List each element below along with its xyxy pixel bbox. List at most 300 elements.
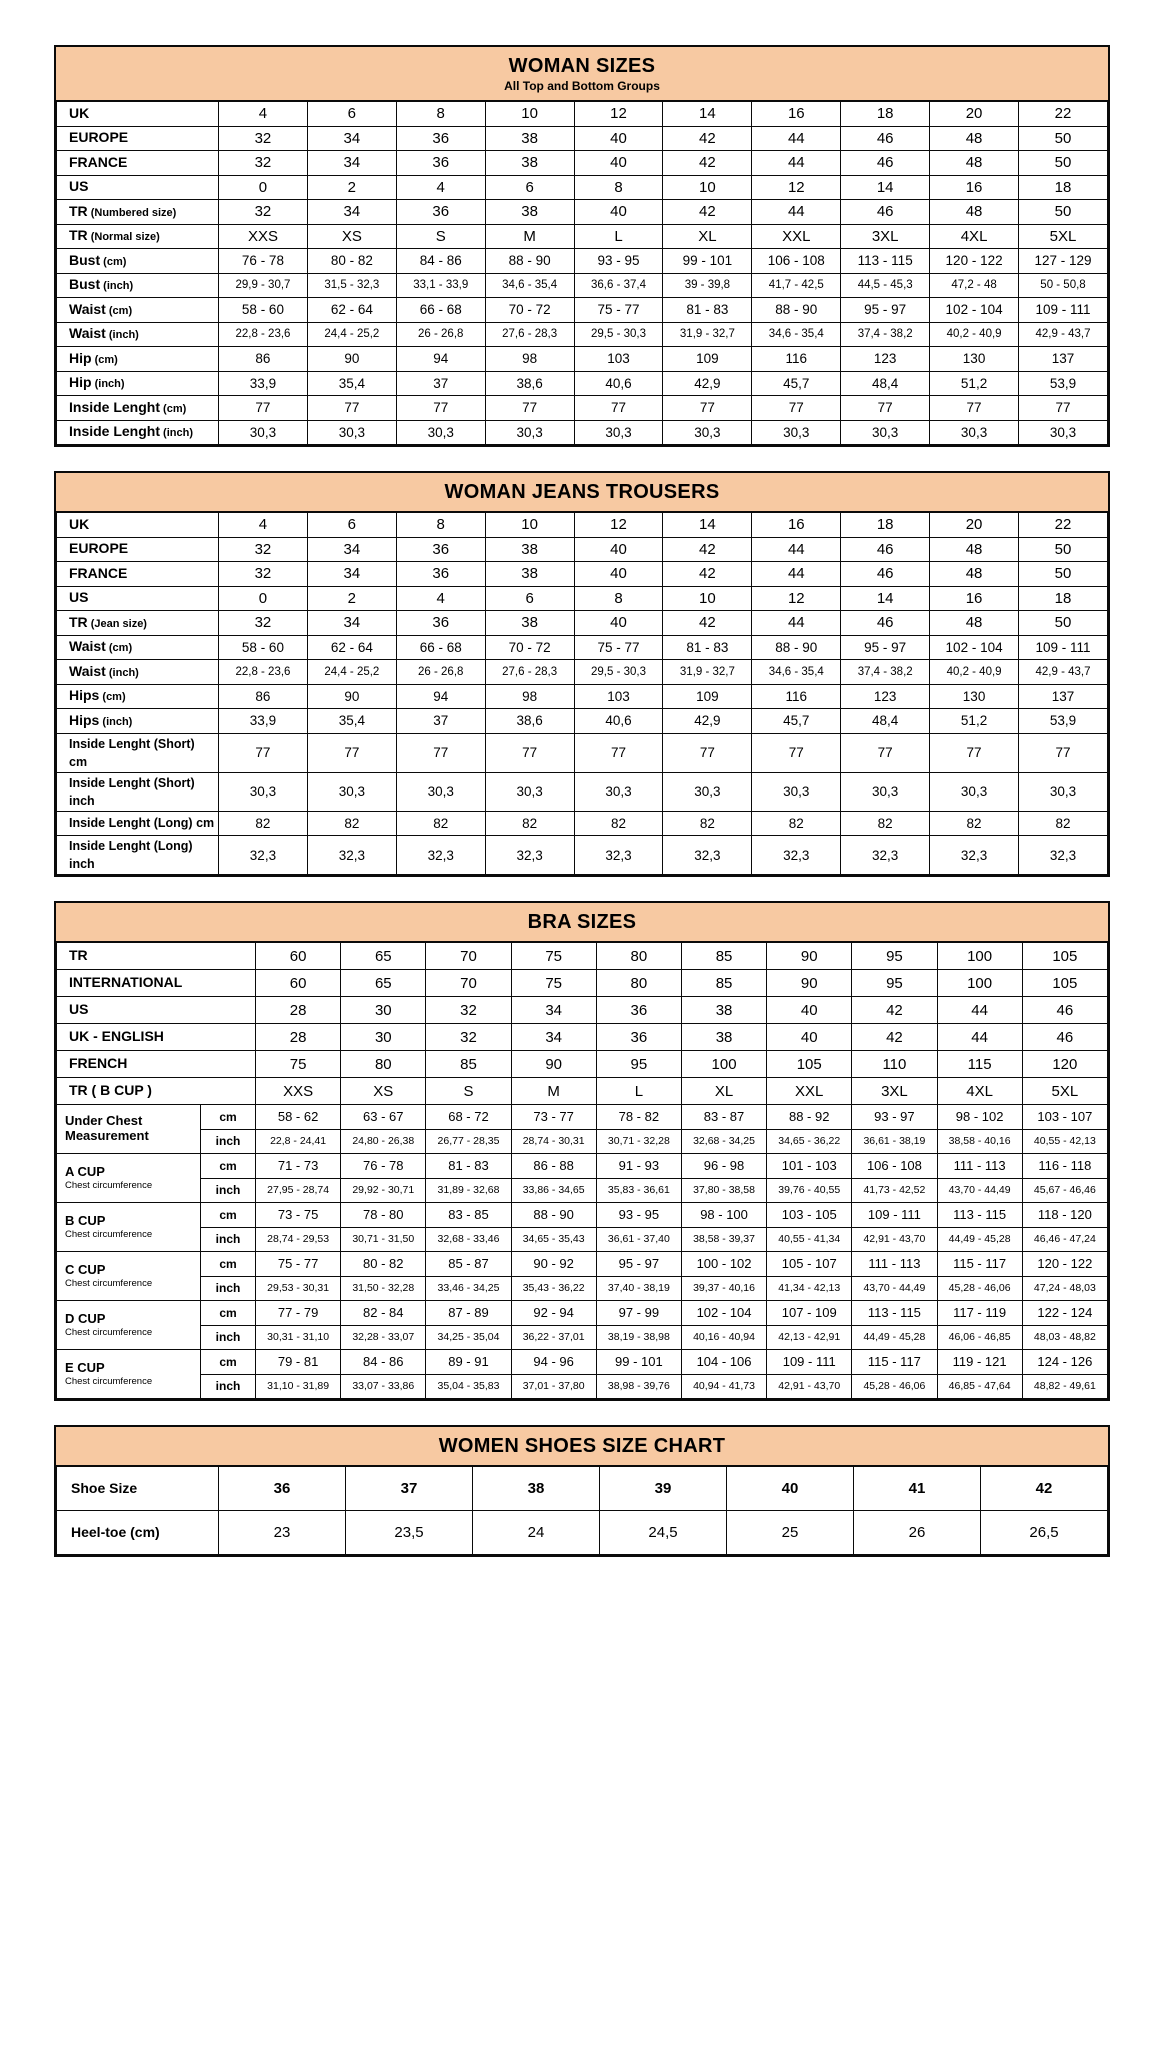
size-cell: 46 — [841, 200, 930, 225]
size-cell: 60 — [256, 970, 341, 997]
size-cell: 42,91 - 43,70 — [852, 1227, 937, 1252]
size-cell: 37 — [346, 1467, 473, 1511]
row-label-text: Hip — [69, 349, 92, 366]
size-cell: 28,74 - 30,31 — [511, 1129, 596, 1154]
size-cell: 44 — [937, 997, 1022, 1024]
woman-jeans-trousers-title: WOMAN JEANS TROUSERS — [444, 481, 720, 503]
size-cell: 34 — [307, 537, 396, 562]
unit-label-inch: inch — [201, 1374, 256, 1399]
row-label — [57, 151, 219, 176]
size-cell: 34 — [307, 151, 396, 176]
size-cell: 45,7 — [752, 709, 841, 734]
size-cell: 36 — [396, 126, 485, 151]
table-row — [57, 997, 1108, 1024]
row-label-text: Inside Lenght — [69, 423, 160, 440]
size-cell: 70 - 72 — [485, 298, 574, 323]
size-cell: 32,3 — [219, 836, 308, 875]
size-cell: 36 — [596, 997, 681, 1024]
cup-label-title: Under Chest Measurement — [65, 1113, 149, 1143]
size-cell: 77 — [574, 733, 663, 772]
size-cell: XS — [307, 224, 396, 249]
size-cell: 30,3 — [396, 772, 485, 811]
row-label — [57, 836, 219, 875]
row-label — [57, 943, 256, 970]
size-cell: 91 - 93 — [596, 1154, 681, 1179]
size-cell: 40 — [574, 126, 663, 151]
size-cell: 3XL — [852, 1078, 937, 1105]
size-cell: 42 — [852, 997, 937, 1024]
row-label — [57, 611, 219, 636]
size-cell: 137 — [1019, 684, 1108, 709]
cup-label — [57, 1252, 201, 1301]
bra-sizes-title: BRA SIZES — [527, 911, 637, 933]
size-cell: 130 — [930, 684, 1019, 709]
row-label-text: US — [69, 1001, 89, 1017]
row-label-text: Inside Lenght (Long) cm — [69, 816, 215, 831]
size-cell: 32,28 - 33,07 — [341, 1325, 426, 1350]
size-cell: 4XL — [937, 1078, 1022, 1105]
size-cell: 43,70 - 44,49 — [937, 1178, 1022, 1203]
size-cell: 22 — [1019, 102, 1108, 127]
size-cell: 81 - 83 — [426, 1154, 511, 1179]
size-cell: 82 — [1019, 811, 1108, 836]
size-cell: 46 — [1022, 997, 1107, 1024]
size-cell: 105 - 107 — [767, 1252, 852, 1277]
size-cell: 73 - 75 — [256, 1203, 341, 1228]
size-cell: 32 — [426, 997, 511, 1024]
size-cell: 22 — [1019, 513, 1108, 538]
cup-label-subtitle: Chest circumference — [65, 1376, 153, 1388]
woman-jeans-trousers-section — [54, 471, 1110, 877]
size-cell: 38,98 - 39,76 — [596, 1374, 681, 1399]
size-cell: 42,91 - 43,70 — [767, 1374, 852, 1399]
size-cell: 30 — [341, 1024, 426, 1051]
size-cell: 98 - 100 — [681, 1203, 766, 1228]
table-row — [57, 970, 1108, 997]
size-cell: 27,6 - 28,3 — [485, 322, 574, 347]
size-cell: 44 — [752, 151, 841, 176]
table-row — [57, 249, 1108, 274]
size-cell: 79 - 81 — [256, 1350, 341, 1375]
size-cell: 111 - 113 — [852, 1252, 937, 1277]
size-cell: 93 - 97 — [852, 1105, 937, 1130]
size-cell: 88 - 92 — [767, 1105, 852, 1130]
size-cell: 50 — [1019, 611, 1108, 636]
size-cell: 83 - 87 — [681, 1105, 766, 1130]
size-cell: S — [396, 224, 485, 249]
size-cell: 32 — [219, 151, 308, 176]
size-cell: 39,37 - 40,16 — [681, 1276, 766, 1301]
size-cell: 48 — [930, 562, 1019, 587]
size-cell: 109 - 111 — [852, 1203, 937, 1228]
size-cell: 88 - 90 — [752, 635, 841, 660]
row-label — [57, 298, 219, 323]
row-label — [57, 684, 219, 709]
bra-sizes-header — [56, 903, 1108, 942]
size-cell: 30,3 — [307, 772, 396, 811]
size-cell: 77 — [219, 396, 308, 421]
row-label — [57, 1051, 256, 1078]
size-cell: 103 - 107 — [1022, 1105, 1107, 1130]
size-cell: 77 — [663, 396, 752, 421]
size-cell: 40 — [574, 151, 663, 176]
size-cell: 42 — [663, 537, 752, 562]
bra-sizes-section — [54, 901, 1110, 1401]
size-cell: 111 - 113 — [937, 1154, 1022, 1179]
size-cell: 98 — [485, 347, 574, 372]
size-cell: 58 - 62 — [256, 1105, 341, 1130]
size-cell: 58 - 60 — [219, 635, 308, 660]
cup-label-subtitle: Chest circumference — [65, 1278, 153, 1290]
size-cell: 34,65 - 35,43 — [511, 1227, 596, 1252]
row-label — [57, 126, 219, 151]
row-label-text: FRENCH — [69, 1055, 128, 1071]
row-label-text: FRANCE — [69, 564, 128, 581]
size-cell: 16 — [930, 586, 1019, 611]
size-cell: 16 — [752, 513, 841, 538]
size-cell: 40,6 — [574, 709, 663, 734]
row-label-unit: (cm) — [160, 402, 187, 415]
size-cell: 30,3 — [574, 420, 663, 445]
size-cell: 100 - 102 — [681, 1252, 766, 1277]
size-cell: 48 — [930, 151, 1019, 176]
size-cell: 95 — [852, 943, 937, 970]
size-cell: 8 — [574, 175, 663, 200]
size-cell: 41 — [854, 1467, 981, 1511]
size-cell: 22,8 - 23,6 — [219, 660, 308, 685]
row-label — [57, 709, 219, 734]
row-label-text: UK - ENGLISH — [69, 1028, 164, 1044]
size-cell: 70 — [426, 970, 511, 997]
table-row — [57, 660, 1108, 685]
size-cell: 3XL — [841, 224, 930, 249]
size-cell: 76 - 78 — [219, 249, 308, 274]
size-cell: 44 — [752, 200, 841, 225]
size-cell: 40,2 - 40,9 — [930, 322, 1019, 347]
table-row — [57, 102, 1108, 127]
table-row — [57, 396, 1108, 421]
row-label — [57, 249, 219, 274]
table-row — [57, 175, 1108, 200]
row-label — [57, 200, 219, 225]
size-cell: 85 — [426, 1051, 511, 1078]
row-label — [57, 396, 219, 421]
row-label-unit: (cm) — [100, 255, 127, 268]
size-cell: 124 - 126 — [1022, 1350, 1107, 1375]
size-cell: 77 — [752, 396, 841, 421]
size-cell: 105 — [767, 1051, 852, 1078]
size-cell: 10 — [663, 586, 752, 611]
size-cell: 35,4 — [307, 709, 396, 734]
size-cell: 36,6 - 37,4 — [574, 273, 663, 298]
size-cell: 115 - 117 — [852, 1350, 937, 1375]
size-cell: 80 - 82 — [341, 1252, 426, 1277]
size-cell: 8 — [574, 586, 663, 611]
size-cell: 30,3 — [841, 420, 930, 445]
size-cell: 38 — [473, 1467, 600, 1511]
unit-label-inch: inch — [201, 1325, 256, 1350]
size-cell: 47,2 - 48 — [930, 273, 1019, 298]
size-cell: 77 — [1019, 733, 1108, 772]
size-cell: 65 — [341, 970, 426, 997]
size-cell: 98 - 102 — [937, 1105, 1022, 1130]
size-cell: 99 - 101 — [663, 249, 752, 274]
row-label — [57, 772, 219, 811]
size-cell: 35,04 - 35,83 — [426, 1374, 511, 1399]
size-cell: 2 — [307, 586, 396, 611]
size-cell: 66 - 68 — [396, 298, 485, 323]
size-cell: 34 — [307, 200, 396, 225]
size-cell: 113 - 115 — [937, 1203, 1022, 1228]
size-cell: 4 — [396, 175, 485, 200]
size-cell: 42 — [981, 1467, 1108, 1511]
row-label-unit: (cm) — [105, 642, 133, 655]
row-label-text: Bust — [69, 276, 101, 293]
size-cell: 30,3 — [930, 772, 1019, 811]
size-cell: 93 - 95 — [574, 249, 663, 274]
size-cell: 30,3 — [663, 772, 752, 811]
size-cell: 100 — [681, 1051, 766, 1078]
size-cell: 37,01 - 37,80 — [511, 1374, 596, 1399]
size-cell: 32 — [219, 611, 308, 636]
size-cell: 77 — [307, 396, 396, 421]
table-row — [57, 943, 1108, 970]
size-cell: 32 — [219, 562, 308, 587]
size-cell: 48 — [930, 611, 1019, 636]
row-label-text: TR ( B CUP ) — [69, 1082, 152, 1098]
size-cell: 60 — [256, 943, 341, 970]
size-cell: 33,46 - 34,25 — [426, 1276, 511, 1301]
size-cell: 0 — [219, 586, 308, 611]
size-cell: 50 - 50,8 — [1019, 273, 1108, 298]
size-cell: 33,9 — [219, 709, 308, 734]
row-label-unit: (cm) — [99, 691, 126, 704]
table-row — [57, 347, 1108, 372]
table-row — [57, 1203, 1108, 1228]
size-cell: 32,3 — [663, 836, 752, 875]
size-cell: 44,49 - 45,28 — [852, 1325, 937, 1350]
row-label-text: UK — [69, 104, 90, 121]
row-label-text: TR — [69, 613, 88, 630]
size-cell: 38,58 - 40,16 — [937, 1129, 1022, 1154]
size-cell: 116 — [752, 347, 841, 372]
size-cell: 32 — [219, 537, 308, 562]
size-cell: 46,06 - 46,85 — [937, 1325, 1022, 1350]
table-row — [57, 684, 1108, 709]
size-cell: M — [511, 1078, 596, 1105]
size-cell: 31,9 - 32,7 — [663, 322, 752, 347]
size-cell: 30,31 - 31,10 — [256, 1325, 341, 1350]
size-cell: 4 — [396, 586, 485, 611]
size-cell: 40,2 - 40,9 — [930, 660, 1019, 685]
unit-label-cm: cm — [201, 1252, 256, 1277]
row-label — [57, 586, 219, 611]
size-cell: 12 — [752, 586, 841, 611]
size-cell: 82 — [930, 811, 1019, 836]
size-cell: 6 — [485, 175, 574, 200]
row-label-text: Hips — [69, 711, 100, 728]
size-cell: 34 — [511, 997, 596, 1024]
table-row — [57, 1511, 1108, 1555]
size-cell: 65 — [341, 943, 426, 970]
size-cell: 46 — [841, 562, 930, 587]
size-cell: 30,3 — [930, 420, 1019, 445]
table-row — [57, 1374, 1108, 1399]
size-cell: 38,19 - 38,98 — [596, 1325, 681, 1350]
size-cell: 46,85 - 47,64 — [937, 1374, 1022, 1399]
size-cell: 71 - 73 — [256, 1154, 341, 1179]
table-row — [57, 1105, 1108, 1130]
row-label-text: TR — [69, 947, 88, 963]
row-label — [57, 562, 219, 587]
size-cell: 22,8 - 23,6 — [219, 322, 308, 347]
row-label-unit: (inch) — [91, 378, 125, 391]
size-cell: 106 - 108 — [752, 249, 841, 274]
table-row — [57, 298, 1108, 323]
table-row — [57, 1467, 1108, 1511]
size-cell: 24,4 - 25,2 — [307, 322, 396, 347]
size-cell: 43,70 - 44,49 — [852, 1276, 937, 1301]
size-cell: 30,3 — [663, 420, 752, 445]
size-cell: 38 — [485, 200, 574, 225]
size-cell: 40 — [727, 1467, 854, 1511]
size-cell: 117 - 119 — [937, 1301, 1022, 1326]
unit-label-inch: inch — [201, 1227, 256, 1252]
size-cell: 75 - 77 — [574, 635, 663, 660]
size-cell: 80 — [341, 1051, 426, 1078]
table-row — [57, 586, 1108, 611]
size-cell: 33,07 - 33,86 — [341, 1374, 426, 1399]
size-cell: 32 — [426, 1024, 511, 1051]
size-cell: 40 — [767, 1024, 852, 1051]
size-cell: 30,3 — [574, 772, 663, 811]
size-cell: XL — [663, 224, 752, 249]
row-label — [57, 970, 256, 997]
cup-label-subtitle: Chest circumference — [65, 1180, 153, 1192]
table-row — [57, 1024, 1108, 1051]
size-cell: 137 — [1019, 347, 1108, 372]
size-cell: 80 — [596, 943, 681, 970]
size-cell: 118 - 120 — [1022, 1203, 1107, 1228]
size-cell: 50 — [1019, 562, 1108, 587]
size-cell: 82 — [841, 811, 930, 836]
size-cell: 8 — [396, 102, 485, 127]
size-cell: 39 — [600, 1467, 727, 1511]
row-label — [57, 1467, 219, 1511]
size-cell: 77 — [396, 396, 485, 421]
table-row — [57, 635, 1108, 660]
size-cell: 110 — [852, 1051, 937, 1078]
size-cell: 20 — [930, 102, 1019, 127]
size-cell: 42,9 - 43,7 — [1019, 660, 1108, 685]
size-cell: 30,3 — [752, 772, 841, 811]
size-cell: 36 — [396, 611, 485, 636]
row-label — [57, 224, 219, 249]
size-cell: 34,6 - 35,4 — [752, 322, 841, 347]
row-label-text: INTERNATIONAL — [69, 974, 183, 990]
row-label-text: Inside Lenght (Short) inch — [69, 775, 195, 808]
size-cell: 90 - 92 — [511, 1252, 596, 1277]
size-cell: 18 — [841, 513, 930, 538]
row-label-unit: (inch) — [99, 715, 133, 728]
size-cell: 12 — [752, 175, 841, 200]
size-cell: 77 — [841, 733, 930, 772]
woman-jeans-trousers-header — [56, 473, 1108, 512]
size-cell: 40 — [574, 537, 663, 562]
size-cell: 90 — [307, 347, 396, 372]
row-label — [57, 635, 219, 660]
table-row — [57, 1227, 1108, 1252]
size-cell: 34 — [307, 562, 396, 587]
size-cell: 34,25 - 35,04 — [426, 1325, 511, 1350]
size-cell: 42,9 — [663, 371, 752, 396]
size-cell: 23 — [219, 1511, 346, 1555]
size-cell: 32,3 — [841, 836, 930, 875]
table-row — [57, 513, 1108, 538]
unit-label-cm: cm — [201, 1301, 256, 1326]
size-cell: 24,4 - 25,2 — [307, 660, 396, 685]
size-cell: 103 — [574, 347, 663, 372]
size-cell: 81 - 83 — [663, 635, 752, 660]
size-cell: 70 — [426, 943, 511, 970]
row-label — [57, 347, 219, 372]
size-cell: 38 — [485, 151, 574, 176]
size-cell: 39 - 39,8 — [663, 273, 752, 298]
size-cell: 26 — [854, 1511, 981, 1555]
unit-label-inch: inch — [201, 1178, 256, 1203]
size-cell: 26,5 — [981, 1511, 1108, 1555]
size-cell: 83 - 85 — [426, 1203, 511, 1228]
table-row — [57, 273, 1108, 298]
size-cell: 90 — [307, 684, 396, 709]
size-cell: 36 — [596, 1024, 681, 1051]
size-cell: 115 — [937, 1051, 1022, 1078]
size-cell: 109 - 111 — [1019, 298, 1108, 323]
size-cell: 40 — [574, 611, 663, 636]
size-cell: 123 — [841, 347, 930, 372]
size-cell: 30,3 — [1019, 420, 1108, 445]
size-cell: 16 — [930, 175, 1019, 200]
row-label-text: US — [69, 589, 89, 606]
row-label-text: Hip — [69, 374, 92, 391]
size-cell: 77 — [485, 396, 574, 421]
size-cell: 68 - 72 — [426, 1105, 511, 1130]
size-cell: 0 — [219, 175, 308, 200]
size-cell: 29,9 - 30,7 — [219, 273, 308, 298]
size-cell: 127 - 129 — [1019, 249, 1108, 274]
size-cell: 47,24 - 48,03 — [1022, 1276, 1107, 1301]
size-cell: 32,3 — [574, 836, 663, 875]
size-cell: 97 - 99 — [596, 1301, 681, 1326]
size-cell: 38,6 — [485, 709, 574, 734]
size-cell: XXL — [752, 224, 841, 249]
table-row — [57, 322, 1108, 347]
size-cell: 45,28 - 46,06 — [852, 1374, 937, 1399]
row-label — [57, 997, 256, 1024]
size-cell: 130 — [930, 347, 1019, 372]
size-cell: 34 — [307, 611, 396, 636]
size-cell: 95 — [852, 970, 937, 997]
size-cell: 100 — [937, 970, 1022, 997]
size-cell: 102 - 104 — [930, 298, 1019, 323]
size-cell: XL — [681, 1078, 766, 1105]
size-cell: 34,6 - 35,4 — [752, 660, 841, 685]
size-cell: 24 — [473, 1511, 600, 1555]
size-cell: 77 — [485, 733, 574, 772]
size-cell: 10 — [485, 102, 574, 127]
size-cell: 115 - 117 — [937, 1252, 1022, 1277]
size-cell: 42,9 - 43,7 — [1019, 322, 1108, 347]
